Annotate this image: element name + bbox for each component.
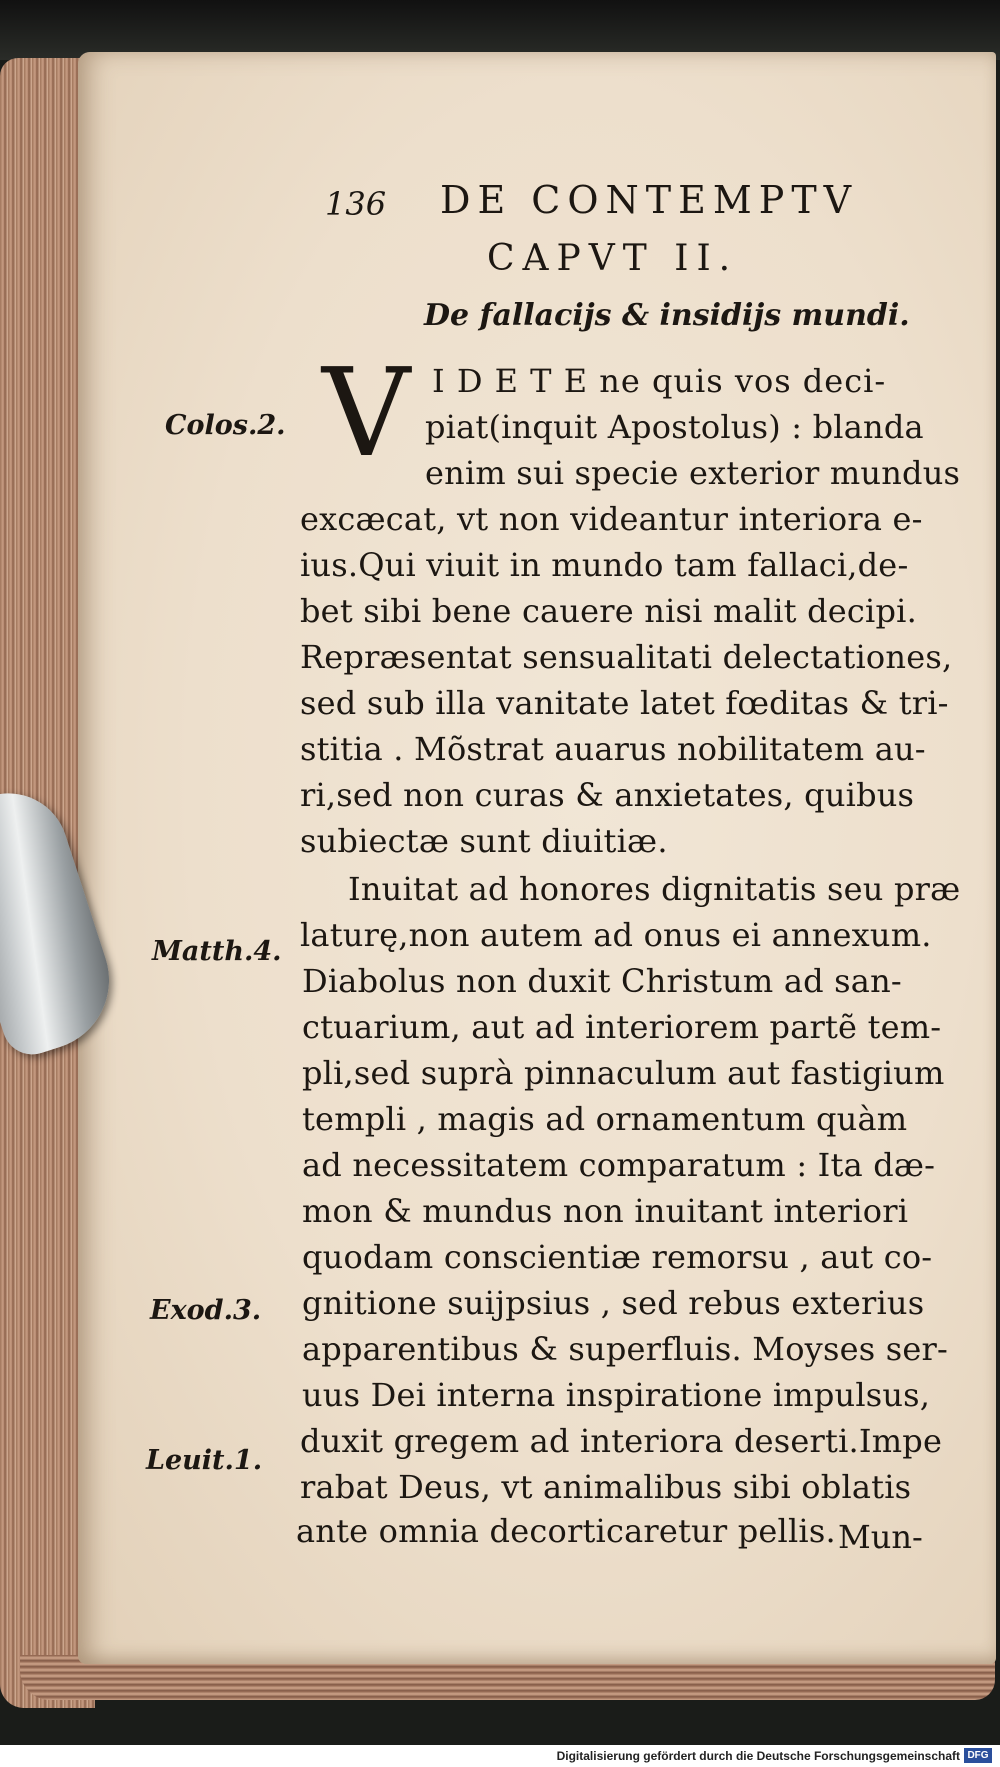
margin-note: Colos.2. <box>165 410 286 441</box>
dfg-logo: DFG <box>964 1748 992 1763</box>
margin-note: Leuit.1. <box>146 1445 263 1476</box>
body-line: mon & mundus non inuitant interiori <box>302 1192 909 1230</box>
body-line: Diabolus non duxit Christum ad san- <box>302 962 902 1000</box>
body-line: excæcat, vt non videantur interiora e- <box>300 500 923 538</box>
body-line: duxit gregem ad interiora deserti.Impe <box>300 1422 943 1460</box>
body-line: uus Dei interna inspiratione impulsus, <box>302 1376 931 1414</box>
chapter-subtitle: De fallacijs & insidijs mundi. <box>424 298 910 333</box>
body-line: ante omnia decorticaretur pellis. <box>296 1512 836 1550</box>
body-line: bet sibi bene cauere nisi malit decipi. <box>300 592 917 630</box>
drop-cap: V <box>322 342 411 484</box>
body-line: subiectæ sunt diuitiæ. <box>300 822 668 860</box>
body-line: ctuarium, aut ad interiorem partẽ tem- <box>302 1008 942 1046</box>
body-line: piat(inquit Apostolus) : blanda <box>425 408 924 446</box>
body-line: Repræsentat sensualitati delectationes, <box>300 638 953 676</box>
body-line: apparentibus & superfluis. Moyses ser- <box>302 1330 948 1368</box>
chapter-title: CAPVT II. <box>487 238 739 279</box>
body-line: Inuitat ad honores dignitatis seu præ <box>348 870 961 908</box>
body-line: ius.Qui viuit in mundo tam fallaci,de- <box>300 546 909 584</box>
page-number: 136 <box>325 185 387 223</box>
scanner-bed-top <box>0 0 1000 60</box>
body-line: I D E T E ne quis vos deci- <box>432 362 887 400</box>
body-line: ri,sed non curas & anxietates, quibus <box>300 776 915 814</box>
body-line: stitia . Mõstrat auarus nobilitatem au- <box>300 730 926 768</box>
body-line: gnitione suijpsius , sed rebus exterius <box>302 1284 925 1322</box>
body-line: sed sub illa vanitate latet fœditas & tri- <box>300 684 949 722</box>
body-line: laturę,non autem ad onus ei annexum. <box>300 916 932 954</box>
body-line: quodam conscientiæ remorsu , aut co- <box>302 1238 933 1276</box>
margin-note: Exod.3. <box>150 1295 262 1326</box>
body-line: templi , magis ad ornamentum quàm <box>302 1100 908 1138</box>
running-title: DE CONTEMPTV <box>440 178 859 222</box>
body-line: pli,sed suprà pinnaculum aut fastigium <box>302 1054 945 1092</box>
footer-credit: Digitalisierung gefördert durch die Deutsche Forschungsgemeinschaft <box>556 1749 960 1763</box>
body-line: ad necessitatem comparatum : Ita dæ- <box>302 1146 936 1184</box>
body-line: enim sui specie exterior mundus <box>425 454 961 492</box>
catchword: Mun- <box>838 1518 923 1556</box>
margin-note: Matth.4. <box>152 936 282 967</box>
body-line: rabat Deus, vt animalibus sibi oblatis <box>300 1468 912 1506</box>
